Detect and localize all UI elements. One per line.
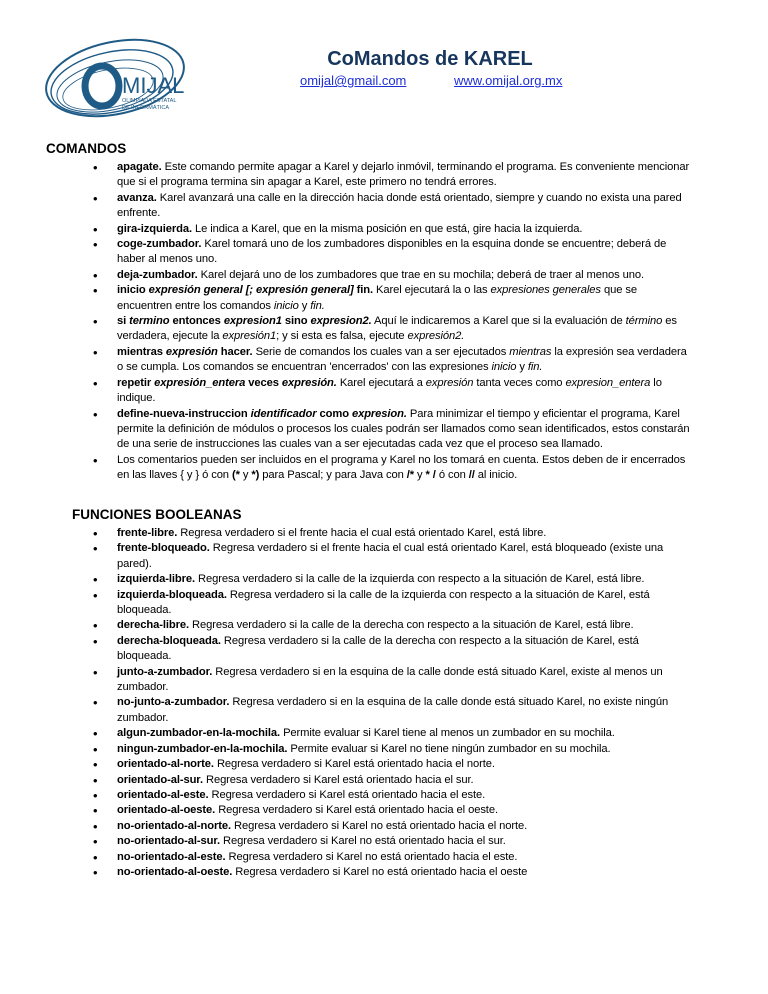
funcion-desc: Regresa verdadero si Karel no está orientado hacia el norte.: [231, 819, 528, 832]
comando-text-segment: Karel ejecutará la o las: [373, 284, 491, 297]
funcion-name: orientado-al-oeste.: [117, 804, 216, 817]
funcion-item: [93, 665, 693, 696]
comando-text-segment: expresión: [425, 376, 474, 389]
comando-text-segment: fin.: [353, 284, 374, 297]
comando-text-segment: expresión: [165, 345, 218, 358]
contact-links: [300, 73, 562, 88]
comando-item: [93, 191, 693, 222]
comando-text-segment: inicio: [491, 361, 517, 374]
funciones-list: [93, 526, 693, 880]
comando-text-segment: deja-zumbador.: [117, 268, 198, 281]
comando-item: [93, 314, 693, 345]
comandos-heading: COMANDOS: [46, 141, 127, 156]
funcion-desc: Regresa verdadero si la calle de la izquierda con respecto a la situación de Karel, está bloqueada.: [117, 588, 650, 617]
comando-text-segment: Los comentarios pueden ser incluidos en el programa y Karel no los tomará en cuenta. Estos deben de ir encerrados en las llaves { y } ó con: [117, 453, 686, 482]
funcion-name: izquierda-bloqueada.: [117, 588, 227, 601]
funcion-item: [93, 726, 693, 741]
comando-text-segment: expresión.: [281, 376, 337, 389]
comando-text-segment: define-nueva-instruccion: [117, 407, 251, 420]
funcion-name: no-orientado-al-norte.: [117, 819, 232, 832]
comando-text-segment: término: [625, 315, 663, 328]
funcion-desc: Regresa verdadero si el frente hacia el cual está orientado Karel, está bloqueado (existe una pared).: [117, 542, 664, 570]
funcion-desc: Regresa verdadero si Karel está orientado hacia el este.: [208, 788, 486, 801]
funcion-item: [93, 695, 693, 726]
email-link[interactable]: omijal@gmail.com: [300, 73, 407, 88]
funcion-item: [93, 572, 693, 587]
funcion-desc: Permite evaluar si Karel no tiene ningún zumbador en su mochila.: [287, 742, 611, 755]
comando-text-segment: //: [468, 469, 475, 482]
comando-text-segment: Le indica a Karel, que en la misma posición en que está, gire hacia la izquierda.: [191, 222, 583, 235]
funcion-desc: Regresa verdadero si el frente hacia el cual está orientado Karel, está libre.: [177, 527, 547, 539]
comando-text-segment: expresión2.: [407, 330, 465, 343]
comando-text-segment: expresion_entera: [565, 376, 651, 389]
logo-swirl-icon: [40, 36, 205, 132]
comando-text-segment: inicio: [273, 299, 299, 312]
funcion-name: no-orientado-al-este.: [117, 850, 226, 863]
omijal-logo: [40, 36, 205, 132]
comando-item: [93, 160, 693, 191]
comando-text-segment: Aquí le indicaremos a Karel que si la evaluación de: [371, 315, 626, 328]
comando-text-segment: mientras: [509, 345, 552, 358]
funcion-item: [93, 634, 693, 665]
funcion-item: [93, 757, 693, 772]
comando-text-segment: /*: [406, 469, 415, 482]
comando-text-segment: la expresión sea verdadera o se cumpla. Los comandos se encuentran 'encerrados' con las expresiones: [117, 345, 687, 374]
comando-text-segment: expresion1: [223, 315, 282, 328]
comando-text-segment: hacer.: [217, 345, 253, 358]
comandos-list: [93, 160, 693, 484]
funcion-item: [93, 618, 693, 633]
comando-item: [93, 407, 693, 453]
comando-text-segment: expresión general [; expresión general]: [148, 284, 354, 297]
comando-item: [93, 222, 693, 237]
comando-text-segment: expresion.: [351, 407, 407, 420]
funcion-desc: Regresa verdadero si la calle de la izquierda con respecto a la situación de Karel, está libre.: [194, 573, 645, 586]
comando-text-segment: veces: [245, 376, 282, 389]
comando-text-segment: y: [298, 299, 311, 312]
comando-text-segment: al inicio.: [474, 469, 518, 482]
comando-text-segment: *): [251, 469, 260, 482]
funcion-desc: Regresa verdadero si en la esquina de la calle donde está situado Karel, existe al menos un zumbador.: [117, 665, 663, 694]
funcion-name: no-orientado-al-oeste.: [117, 865, 233, 878]
comando-text-segment: expresión_entera: [154, 376, 246, 389]
comando-text-segment: tanta veces como: [473, 376, 566, 389]
funcion-name: algun-zumbador-en-la-mochila.: [117, 727, 281, 740]
funcion-desc: Regresa verdadero si Karel no está orientado hacia el este.: [225, 850, 518, 863]
funcion-name: orientado-al-este.: [117, 788, 209, 801]
website-link[interactable]: www.omijal.org.mx: [454, 73, 563, 88]
comando-text-segment: Este comando permite apagar a Karel y dejarlo inmóvil, terminando el programa. Es conveniente mencionar que si el programa termina sin apagar a Karel, este primero no tendrá errores.: [117, 161, 690, 189]
funciones-heading: FUNCIONES BOOLEANAS: [72, 507, 242, 522]
funcion-desc: Permite evaluar si Karel tiene al menos un zumbador en su mochila.: [280, 727, 615, 740]
comando-text-segment: Karel ejecutará a: [336, 376, 426, 389]
comando-text-segment: Karel avanzará una calle en la dirección hacia donde está orientado, siempre y cuando no exista una pared enfrente.: [117, 191, 682, 220]
page-title: CoMandos de KAREL: [327, 48, 533, 70]
comando-text-segment: que se encuentren entre los comandos: [117, 284, 637, 312]
funcion-name: junto-a-zumbador.: [117, 665, 213, 678]
comando-text-segment: identificador: [250, 407, 317, 420]
comando-text-segment: y: [239, 469, 252, 482]
funcion-desc: Regresa verdadero si en la esquina de la calle donde está situado Karel, no existe ningún zumbador.: [117, 696, 669, 724]
comando-text-segment: expresiones generales: [490, 284, 601, 297]
comando-text-segment: mientras: [117, 345, 166, 358]
comando-item: [93, 268, 693, 283]
funcion-desc: Regresa verdadero si Karel no está orientado hacia el sur.: [220, 835, 506, 848]
comando-text-segment: repetir: [117, 376, 155, 389]
funcion-desc: Regresa verdadero si Karel está orientado hacia el norte.: [213, 758, 495, 771]
comando-text-segment: coge-zumbador.: [117, 238, 202, 251]
comando-text-segment: expresión1: [222, 330, 277, 343]
comando-text-segment: gira-izquierda.: [117, 222, 192, 235]
comando-item: [93, 345, 693, 376]
comando-text-segment: es verdadera, ejecute la: [117, 315, 677, 343]
funcion-item: [93, 834, 693, 849]
comando-text-segment: apagate.: [117, 161, 162, 173]
comando-text-segment: Serie de comandos los cuales van a ser ejecutados: [252, 345, 510, 358]
funcion-name: izquierda-libre.: [117, 573, 195, 586]
funcion-name: frente-libre.: [117, 527, 178, 539]
funcion-desc: Regresa verdadero si Karel está orientado hacia el oeste.: [215, 804, 498, 817]
funcion-desc: Regresa verdadero si Karel está orientado hacia el sur.: [202, 773, 474, 786]
funcion-desc: Regresa verdadero si la calle de la derecha con respecto a la situación de Karel, está bloqueada.: [117, 634, 639, 663]
funcion-item: [93, 526, 693, 541]
comando-item: [93, 283, 693, 314]
comando-text-segment: Para minimizar el tiempo y eficientar el programa, Karel permite la definición de módulos o procesos los cuales podrán ser llamados como sean identificados, estos constarán de una serie de instrucciones las cuales van a ser ejecutadas cada vez que el proceso sea llamado.: [117, 407, 690, 451]
funcion-item: [93, 819, 693, 834]
funcion-item: [93, 865, 693, 880]
funcion-desc: Regresa verdadero si Karel no está orientado hacia el oeste: [232, 865, 528, 878]
comando-text-segment: Karel dejará uno de los zumbadores que trae en su mochila; deberá de traer al menos uno.: [197, 268, 644, 281]
comando-text-segment: inicio: [117, 284, 149, 297]
funcion-name: frente-bloqueado.: [117, 542, 210, 555]
funcion-item: [93, 788, 693, 803]
funcion-name: derecha-bloqueada.: [117, 634, 221, 647]
funcion-item: [93, 803, 693, 818]
funcion-item: [93, 742, 693, 757]
funcion-name: ningun-zumbador-en-la-mochila.: [117, 742, 288, 755]
comando-text-segment: lo indique.: [117, 376, 662, 405]
comando-text-segment: termino: [129, 315, 170, 328]
comando-text-segment: fin.: [310, 299, 325, 312]
comando-text-segment: * /: [425, 469, 436, 482]
funcion-name: orientado-al-sur.: [117, 773, 203, 786]
comando-text-segment: y: [414, 469, 426, 482]
comando-text-segment: ; y si esta es falsa, ejecute: [276, 330, 408, 343]
comando-text-segment: (*: [231, 469, 240, 482]
comando-text-segment: avanza.: [117, 191, 157, 204]
funcion-name: no-junto-a-zumbador.: [117, 696, 230, 709]
funcion-name: orientado-al-norte.: [117, 758, 214, 771]
logo-line1: OLIMPIADA ESTATAL: [122, 98, 177, 104]
logo-name: MIJAL: [122, 73, 185, 98]
comando-text-segment: expresion2.: [310, 315, 372, 328]
comando-text-segment: ó con: [435, 469, 469, 482]
comando-text-segment: si: [117, 315, 130, 328]
comando-item: [93, 237, 693, 268]
comando-text-segment: como: [316, 407, 352, 420]
comando-text-segment: sino: [281, 315, 311, 328]
comando-text-segment: y: [516, 361, 528, 374]
comando-text-segment: entonces: [169, 315, 224, 328]
logo-line2: DE INFORMÁTICA: [122, 105, 170, 111]
funcion-item: [93, 588, 693, 619]
funcion-desc: Regresa verdadero si la calle de la derecha con respecto a la situación de Karel, está libre.: [188, 619, 634, 632]
funcion-name: no-orientado-al-sur.: [117, 835, 221, 848]
funcion-item: [93, 850, 693, 865]
funcion-item: [93, 541, 693, 572]
funcion-name: derecha-libre.: [117, 619, 189, 632]
comando-text-segment: Karel tomará uno de los zumbadores disponibles en la esquina donde se encuentre; deberá de haber al menos uno.: [117, 238, 667, 266]
comando-text-segment: fin.: [527, 361, 543, 374]
comando-item: [93, 376, 693, 407]
comando-text-segment: para Pascal; y para Java con: [259, 469, 407, 482]
comando-item: [93, 453, 693, 484]
funcion-item: [93, 773, 693, 788]
